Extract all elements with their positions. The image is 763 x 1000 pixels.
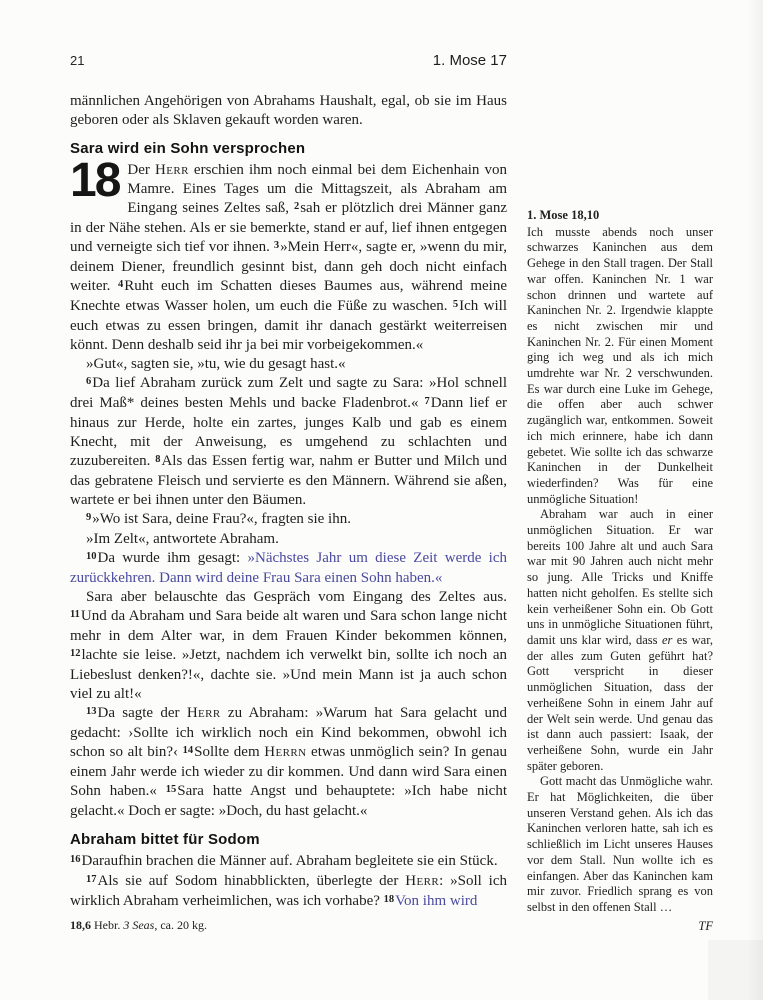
chapter-number: 18 (70, 154, 120, 207)
commentary-signature: TF (698, 918, 713, 933)
text-segment: Und da Abraham und Sara beide alt waren und Sara schon lange nicht mehr in dem Alter war, in dem Frauen Kinder bekommen können, (70, 608, 507, 644)
text-segment: »Wo ist Sara, deine Frau?«, fragten sie ihn. (92, 511, 351, 527)
text-segment: erschien ihm noch einmal bei dem Eichenhain von Mamre. Eines Tages um die Mittagszeit, als Abraham am Eingang seines Zeltes saß, (127, 162, 507, 216)
divine-name: Herrn (264, 744, 307, 760)
verse-number: 11 (70, 608, 80, 620)
bible-text-column (70, 92, 507, 912)
text-segment: Als sie auf Sodom hinabblickten, überlegte der (97, 873, 406, 889)
chapter-paragraph (70, 154, 508, 355)
verse-number: 15 (165, 783, 177, 795)
verse-number: 10 (86, 550, 97, 562)
commentary-body (527, 225, 713, 916)
verse-number: 6 (86, 375, 92, 387)
text-segment: : »Soll ich wirklich Abraham verheimlichen, was ich vorhabe? (70, 873, 508, 909)
running-head: 1. Mose 17 (432, 52, 507, 69)
verse-number: 16 (70, 853, 81, 865)
paragraph (70, 355, 507, 374)
footnote-text (70, 918, 207, 932)
footnote (70, 918, 507, 932)
section-heading: Abraham bittet für Sodom (70, 831, 260, 848)
verse-number: 17 (86, 873, 97, 885)
verse-number: 14 (182, 744, 194, 756)
text-segment: es war, der alles zum Guten geführt hat? Gott verspricht in dieser unmöglichen Situation, dass der verheißene Sohn in einem Jahr auf der Welt sein werde. Und genau das ist dann auch passiert: Isaak, der verheißene Sohn, wurde ein Jahr später geboren. (527, 632, 713, 773)
text-segment: Der (127, 162, 155, 178)
highlighted-promise-text: Von ihm wird (395, 893, 478, 909)
paragraph (527, 507, 713, 774)
verse-number: 5 (452, 298, 459, 310)
paragraph (70, 510, 507, 530)
verse-number: 13 (86, 705, 97, 717)
text-segment: Sara aber belauschte das Gespräch vom Eingang des Zeltes aus. (86, 589, 507, 605)
text-segment: Gott macht das Unmögliche wahr. Er hat Möglichkeiten, die über unseren Verstand gehen. Als ich das Kaninchen verloren hatte, sah ich es schließlich im Licht unseres Hauses vor dem Stall. Nun wollte ich es einfangen. Aber das Kaninchen kam mir zuvor. Friedlich sprang es von selbst in den offenen Stall … (527, 774, 713, 914)
text-segment: Ruht euch im Schatten dieses Baumes aus, während meine Knechte etwas Wasser holen, um euch die Füße zu waschen. (70, 278, 507, 314)
verse-number: 9 (86, 511, 92, 523)
divine-name: Herr (405, 873, 440, 889)
text-segment: Sollte dem (194, 744, 265, 760)
verse-number: 4 (118, 278, 124, 290)
text-segment: Abraham war auch in einer unmöglichen Situation. Er war bereits 100 Jahre alt und auch Sara war mit 90 Jahren auch nicht mehr so jung. Alle Tricks und Kniffe hatten nicht geholfen. Es stellte sich kein verheißener Sohn ein. Ob Gott uns in unmögliche Situationen führt, damit uns klar wird, dass (527, 507, 713, 647)
paragraph (70, 588, 507, 704)
paragraph (70, 530, 507, 549)
commentary-sidebar (527, 208, 713, 934)
text-segment: Da sagte der (97, 705, 187, 721)
page-number: 21 (70, 53, 85, 68)
highlighted-promise-text: »Nächstes Jahr um diese Zeit werde ich zurückkehren. Dann wird deine Frau Sara einen Sohn haben.« (70, 550, 507, 586)
divine-name: Herr (154, 162, 189, 178)
section-heading: Sara wird ein Sohn versprochen (70, 140, 306, 157)
paragraph (70, 549, 507, 588)
text-segment: etwas unmöglich sein? In genau einem Jahr werde ich wieder zu dir kommen. Und dann wird Sara einen Sohn haben.« (70, 744, 507, 799)
text-segment: »Mein Herr«, sagte er, »wenn du mir, deinem Diener, freundlich gesinnt bist, dann geh doch nicht einfach weiter. (70, 239, 507, 294)
page-header (70, 52, 507, 69)
text-segment: Ich will euch etwas zu essen bringen, damit ihr danach gestärkt weiterreisen könnt. Denn deshalb seid ihr ja bei mir vorbeigekommen.« (70, 298, 507, 353)
text-segment: Sara hatte Angst und behauptete: »Ich habe nicht gelacht.« Doch er sagte: »Doch, du hast gelacht.« (70, 783, 507, 819)
verse-number: 7 (424, 395, 430, 407)
text-segment: Da lief Abraham zurück zum Zelt und sagte zu Sara: »Hol schnell drei Maß* deines besten Mehls und backe Fladenbrot.« (70, 375, 507, 411)
verse-number: 3 (273, 239, 280, 251)
text-segment: »Im Zelt«, antwortete Abraham. (86, 531, 279, 547)
text-segment: lachte sie leise. »Jetzt, nachdem ich verwelkt bin, sollte ich noch an Liebeslust denken?!«, dachte sie. »Und mein Mann ist ja auch schon viel zu alt!« (70, 647, 507, 702)
text-segment: er (661, 632, 673, 647)
text-segment: Als das Essen fertig war, nahm er Butter und Milch und das gebratene Fleisch und servierte es den Männern. Während sie aßen, wartete er bei ihnen unter den Bäumen. (70, 453, 507, 508)
verse-number: 2 (293, 200, 300, 212)
paragraph (70, 374, 507, 510)
text-segment: 3 Seas (123, 918, 155, 932)
text-segment: Daraufhin brachen die Männer auf. Abraham begleitete sie ein Stück. (81, 853, 498, 869)
paragraph (70, 704, 507, 821)
text-segment: Ich musste abends noch unser schwarzes Kaninchen aus dem Gehege in den Stall tragen. Der Stall war offen. Kaninchen Nr. 1 war schon drinnen und wartete auf Kaninchen Nr. 2. Irgendwie klappte es nicht zwischen mir und Kaninchen Nr. 2. Für einen Moment ging ich weg und als ich mich umdrehte war Nr. 2 verschwunden. Es war durch eine Luke im Gehege, die offen aber auch schwer zugänglich war, entkommen. Soweit ich mich erinnere, habe ich dann gebetet. Wie sollte ich das schwarze Kaninchen in der Dunkelheit wiederfinden? Was für eine unmögliche Situation! (527, 224, 713, 506)
paragraph (527, 774, 713, 915)
text-segment: männlichen Angehörigen von Abrahams Haushalt, egal, ob sie im Haus geboren oder als Sklaven gekauft worden waren. (70, 93, 507, 128)
text-segment: Hebr. (91, 918, 124, 932)
paragraph (70, 852, 507, 872)
text-segment: zu Abraham: »Warum hat Sara gelacht und gedacht: ›Sollte ich wirklich noch ein Kind bekommen, obwohl ich schon so alt bin?‹ (70, 705, 507, 760)
verse-number: 8 (155, 453, 161, 465)
text-segment: 18,6 (70, 918, 91, 932)
paragraph (70, 872, 507, 912)
text-segment: sah er plötzlich drei Männer ganz in der Nähe stehen. Als er sie bemerkte, stand er auf, lief ihnen entgegen und verneigte sich tief vor ihnen. (70, 200, 508, 255)
verse-number: 12 (70, 647, 81, 659)
text-segment: , ca. 20 kg. (154, 918, 207, 932)
paragraph (70, 92, 507, 130)
commentary-heading: 1. Mose 18,10 (527, 208, 600, 222)
text-segment: Dann lief er hinaus zur Herde, holte ein zartes, junges Kalb und gab es einem Knecht, mit der Anweisung, es umgehend zu schlachten und zuzubereiten. (70, 395, 507, 469)
paragraph (527, 225, 713, 508)
text-segment: »Gut«, sagten sie, »tu, wie du gesagt hast.« (86, 356, 346, 372)
verse-number: 18 (383, 893, 395, 905)
divine-name: Herr (186, 705, 221, 721)
text-segment: Da wurde ihm gesagt: (97, 550, 248, 566)
